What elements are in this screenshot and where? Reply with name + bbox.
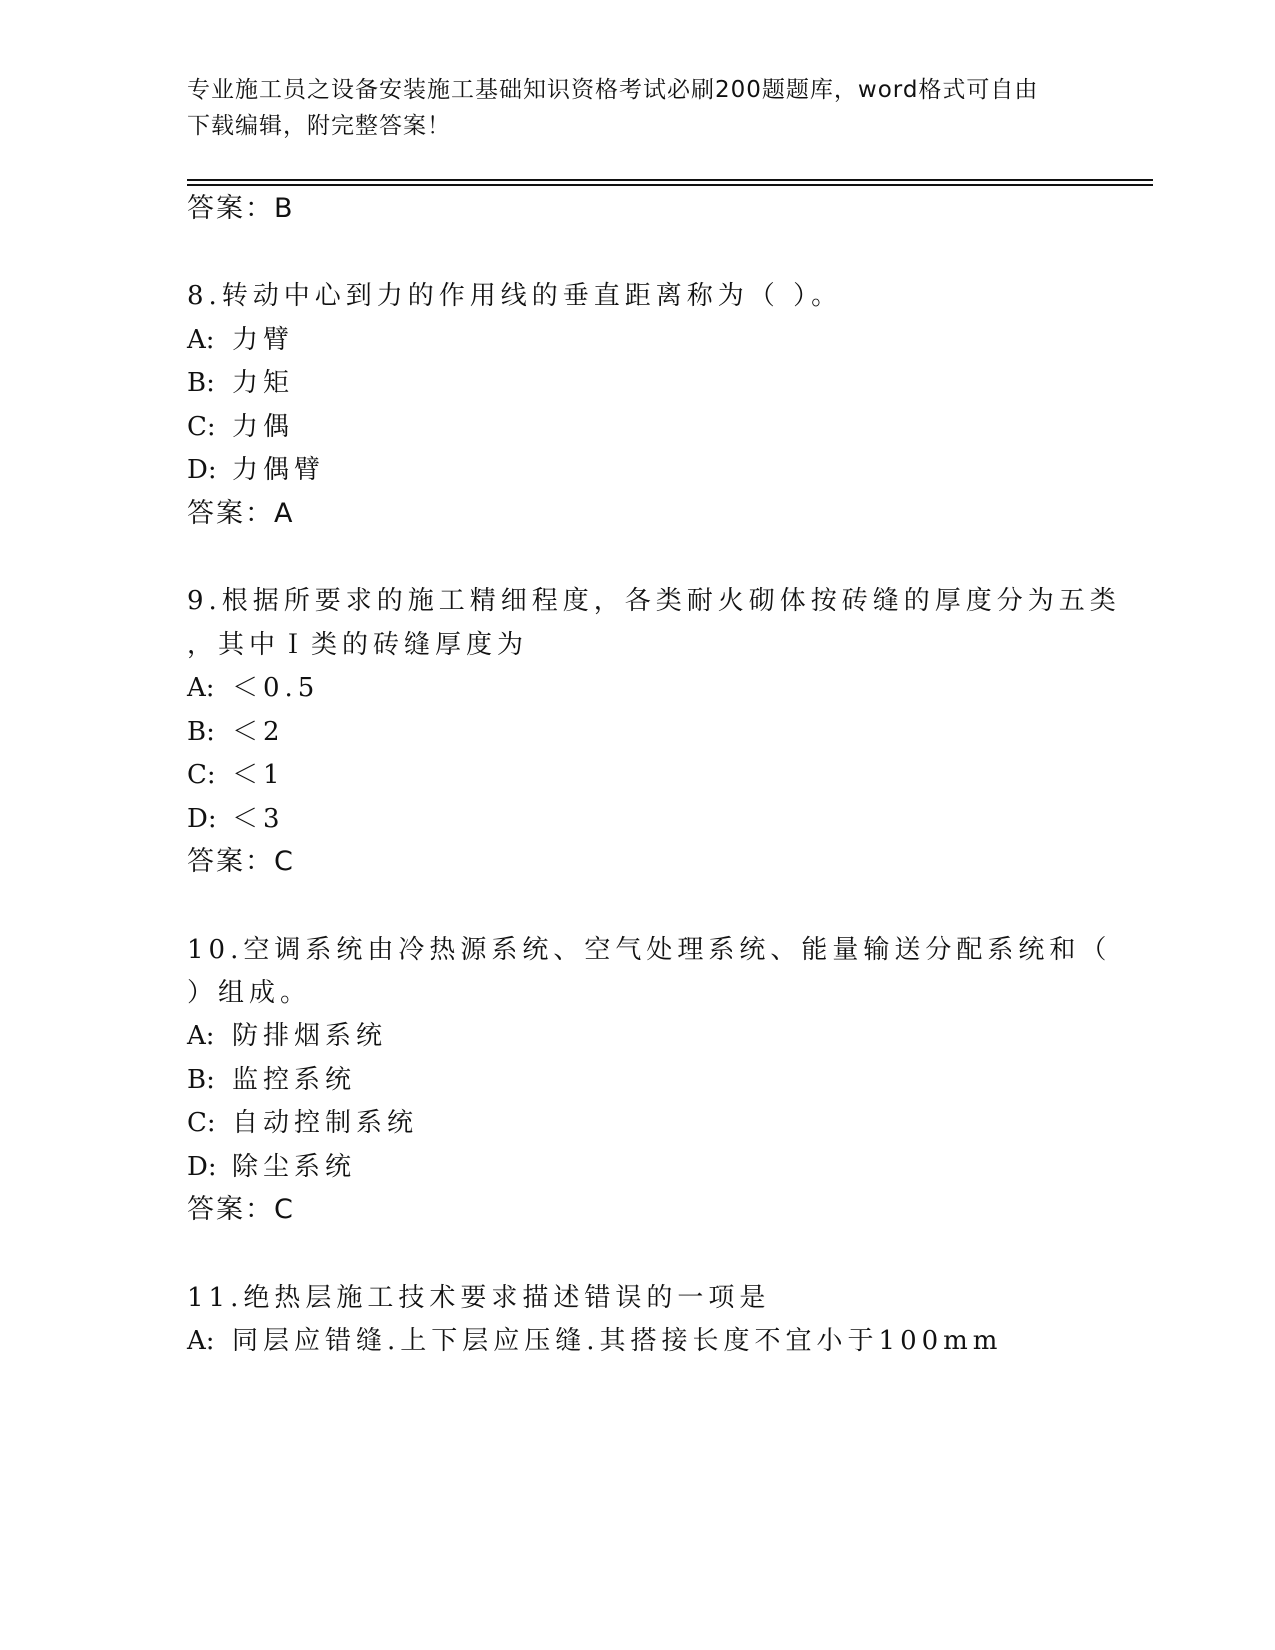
question-10-stem-line-2: ）组成。 bbox=[187, 978, 312, 1008]
option-label: C: bbox=[187, 412, 216, 442]
answer-previous: 答案：B bbox=[187, 193, 295, 224]
question-9-option-b bbox=[187, 714, 285, 750]
option-label: A: bbox=[187, 1326, 215, 1356]
question-9-stem-line-2: ，其中Ｉ类的砖缝厚度为 bbox=[187, 630, 529, 660]
option-text: 自动控制系统 bbox=[232, 1108, 419, 1138]
question-10-option-b bbox=[187, 1062, 356, 1098]
question-8-option-a bbox=[187, 322, 294, 358]
option-label: C: bbox=[187, 760, 216, 790]
question-10-option-a bbox=[187, 1018, 387, 1054]
question-11-option-a bbox=[187, 1323, 1002, 1359]
question-11-stem: 11.绝热层施工技术要求描述错误的一项是 bbox=[187, 1283, 771, 1313]
option-text: 同层应错缝.上下层应压缝.其搭接长度不宜小于100mm bbox=[232, 1326, 1003, 1356]
question-10-option-c bbox=[187, 1105, 418, 1141]
question-8-option-d bbox=[187, 452, 325, 488]
document-header bbox=[187, 72, 1067, 144]
header-divider-top bbox=[187, 179, 1153, 181]
option-text: 力偶 bbox=[232, 412, 295, 442]
option-text: 力偶臂 bbox=[232, 455, 326, 485]
option-label: D: bbox=[187, 1152, 217, 1182]
option-text: 除尘系统 bbox=[232, 1152, 357, 1182]
question-9-stem-line-1: 9.根据所要求的施工精细程度，各类耐火砌体按砖缝的厚度分为五类 bbox=[187, 586, 1121, 616]
option-text: 监控系统 bbox=[232, 1065, 357, 1095]
question-8-option-c bbox=[187, 409, 294, 445]
question-8-option-b bbox=[187, 365, 294, 401]
option-text: 力矩 bbox=[232, 368, 295, 398]
question-8-stem: 8.转动中心到力的作用线的垂直距离称为（ ）。 bbox=[187, 281, 843, 311]
question-9-answer: 答案：C bbox=[187, 846, 295, 877]
option-text: 力臂 bbox=[232, 325, 295, 355]
option-label: B: bbox=[187, 717, 215, 747]
question-10-option-d bbox=[187, 1149, 356, 1185]
header-line-2: 下载编辑，附完整答案！ bbox=[187, 113, 451, 139]
option-label: A: bbox=[187, 673, 215, 703]
option-text: ＜3 bbox=[232, 804, 285, 834]
option-label: A: bbox=[187, 325, 215, 355]
option-label: D: bbox=[187, 455, 217, 485]
option-label: B: bbox=[187, 368, 215, 398]
option-label: A: bbox=[187, 1021, 215, 1051]
question-10-answer: 答案：C bbox=[187, 1194, 295, 1225]
option-text: 防排烟系统 bbox=[232, 1021, 388, 1051]
question-9-option-a bbox=[187, 670, 319, 706]
option-label: D: bbox=[187, 804, 217, 834]
option-text: ＜0.5 bbox=[232, 673, 320, 703]
question-9-option-c bbox=[187, 757, 285, 793]
header-line-1: 专业施工员之设备安装施工基础知识资格考试必刷200题题库，word格式可自由 bbox=[187, 77, 1039, 103]
option-label: C: bbox=[187, 1108, 216, 1138]
option-text: ＜1 bbox=[232, 760, 285, 790]
question-8-answer: 答案：A bbox=[187, 498, 295, 529]
header-divider-bottom bbox=[187, 184, 1153, 186]
option-text: ＜2 bbox=[232, 717, 285, 747]
question-9-option-d bbox=[187, 801, 285, 837]
option-label: B: bbox=[187, 1065, 215, 1095]
question-10-stem-line-1: 10.空调系统由冷热源系统、空气处理系统、能量输送分配系统和（ bbox=[187, 935, 1112, 965]
